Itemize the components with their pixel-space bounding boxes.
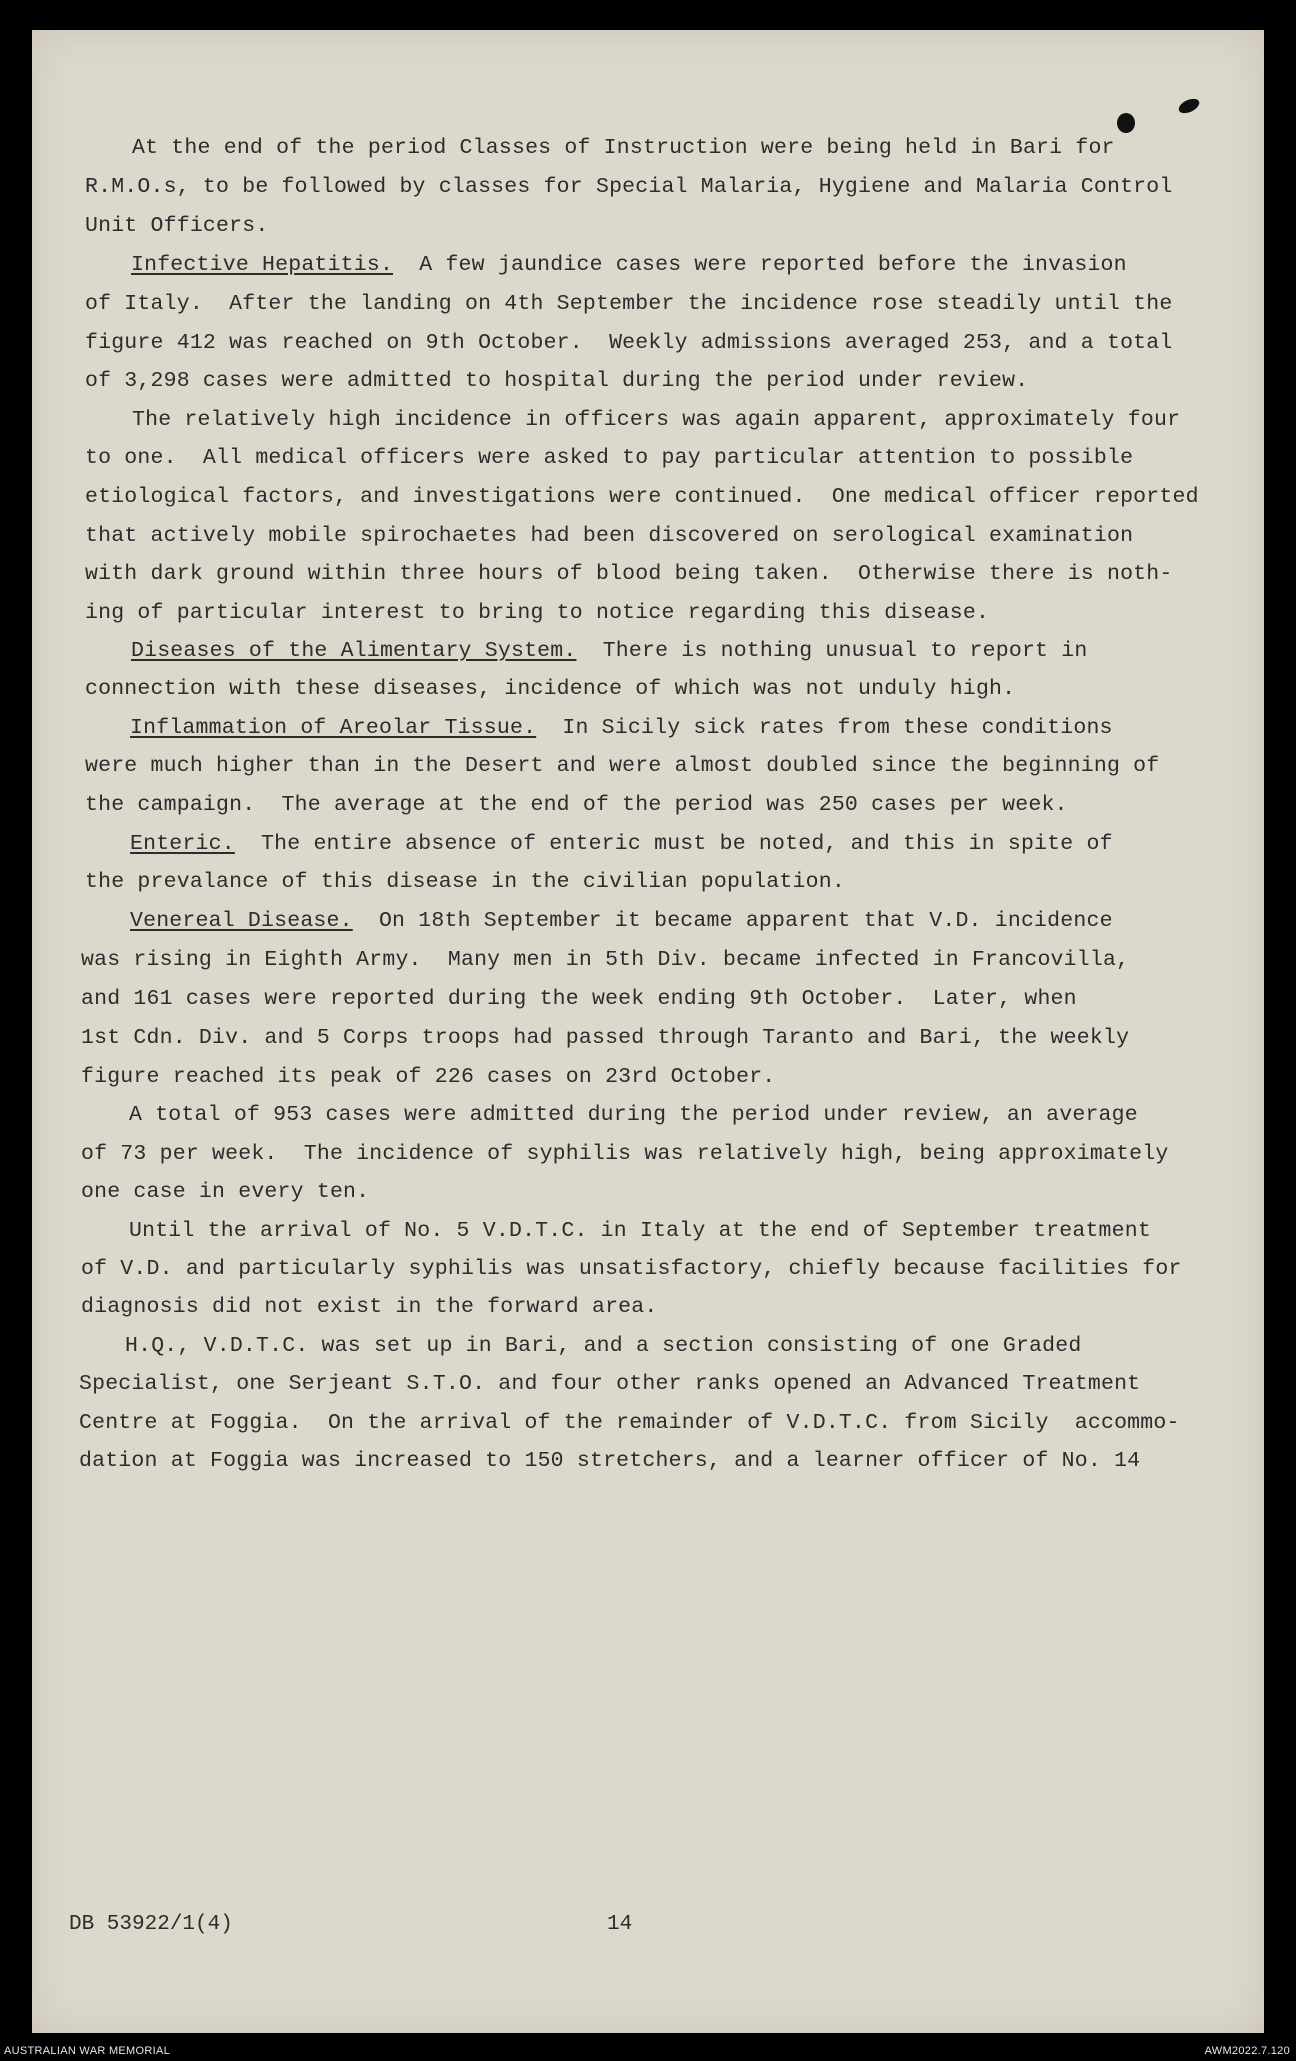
document-reference: DB 53922/1(4) xyxy=(69,1913,233,1936)
text-line: of Italy. After the landing on 4th September the incidence rose steadily until the xyxy=(85,292,1173,316)
text-line: ing of particular interest to bring to notice regarding this disease. xyxy=(85,601,990,625)
credit-left: AUSTRALIAN WAR MEMORIAL xyxy=(4,2045,171,2057)
text-line: that actively mobile spirochaetes had been discovered on serological examination xyxy=(85,524,1134,548)
section-heading: Infective Hepatitis. xyxy=(131,253,394,277)
text-line: dation at Foggia was increased to 150 stretchers, and a learner officer of No. 14 xyxy=(79,1449,1141,1473)
text-line: A total of 953 cases were admitted during the period under review, an average xyxy=(129,1103,1138,1127)
section-heading: Enteric. xyxy=(130,832,235,856)
text-line: Specialist, one Serjeant S.T.O. and four other ranks opened an Advanced Treatment xyxy=(79,1372,1141,1396)
text-line: and 161 cases were reported during the week ending 9th October. Later, when xyxy=(81,987,1077,1011)
text-line xyxy=(130,832,1113,856)
text-line: Until the arrival of No. 5 V.D.T.C. in Italy at the end of September treatment xyxy=(129,1219,1151,1243)
text-line: were much higher than in the Desert and were almost doubled since the beginning of xyxy=(85,754,1160,778)
punch-hole xyxy=(1117,113,1135,133)
text-line xyxy=(131,253,1127,277)
text-line: H.Q., V.D.T.C. was set up in Bari, and a section consisting of one Graded xyxy=(125,1334,1082,1358)
section-text: The entire absence of enteric must be noted, and this in spite of xyxy=(234,832,1113,856)
page-number: 14 xyxy=(607,1913,633,1936)
text-line: with dark ground within three hours of blood being taken. Otherwise there is noth- xyxy=(85,562,1173,586)
text-line: 1st Cdn. Div. and 5 Corps troops had passed through Taranto and Bari, the weekly xyxy=(81,1026,1130,1050)
text-line xyxy=(131,639,1087,663)
text-line: the prevalance of this disease in the civilian population. xyxy=(85,870,845,894)
text-line xyxy=(130,909,1113,933)
text-line: one case in every ten. xyxy=(81,1180,370,1204)
text-line: R.M.O.s, to be followed by classes for Special Malaria, Hygiene and Malaria Control xyxy=(85,175,1173,199)
punch-hole xyxy=(1176,96,1201,116)
section-text: In Sicily sick rates from these conditions xyxy=(536,716,1113,740)
text-line: was rising in Eighth Army. Many men in 5th Div. became infected in Francovilla, xyxy=(81,948,1130,972)
text-line: figure 412 was reached on 9th October. Weekly admissions averaged 253, and a total xyxy=(85,331,1173,355)
text-line: to one. All medical officers were asked to pay particular attention to possible xyxy=(85,446,1134,470)
section-text: On 18th September it became apparent that V.D. incidence xyxy=(352,909,1113,933)
text-line: connection with these diseases, incidence of which was not unduly high. xyxy=(85,677,1016,701)
section-text: A few jaundice cases were reported before the invasion xyxy=(393,253,1127,277)
text-line xyxy=(130,716,1113,740)
text-line: diagnosis did not exist in the forward area. xyxy=(81,1295,658,1319)
text-line: The relatively high incidence in officers was again apparent, approximately four xyxy=(132,408,1181,432)
section-text: There is nothing unusual to report in xyxy=(576,639,1088,663)
text-line: of 3,298 cases were admitted to hospital during the period under review. xyxy=(85,369,1029,393)
text-line: Centre at Foggia. On the arrival of the remainder of V.D.T.C. from Sicily accommo- xyxy=(79,1411,1180,1435)
section-heading: Diseases of the Alimentary System. xyxy=(131,639,577,663)
text-line: At the end of the period Classes of Instruction were being held in Bari for xyxy=(132,136,1115,160)
text-line: Unit Officers. xyxy=(85,214,269,238)
text-line: the campaign. The average at the end of the period was 250 cases per week. xyxy=(85,793,1068,817)
text-line: of 73 per week. The incidence of syphilis was relatively high, being approximately xyxy=(81,1142,1169,1166)
credit-right: AWM2022.7.120 xyxy=(1204,2045,1290,2057)
text-line: of V.D. and particularly syphilis was unsatisfactory, chiefly because facilities for xyxy=(81,1257,1182,1281)
text-line: etiological factors, and investigations were continued. One medical officer reported xyxy=(85,485,1199,509)
section-heading: Venereal Disease. xyxy=(130,909,353,933)
section-heading: Inflammation of Areolar Tissue. xyxy=(130,716,537,740)
text-line: figure reached its peak of 226 cases on 23rd October. xyxy=(81,1065,776,1089)
document-page xyxy=(32,30,1264,2033)
